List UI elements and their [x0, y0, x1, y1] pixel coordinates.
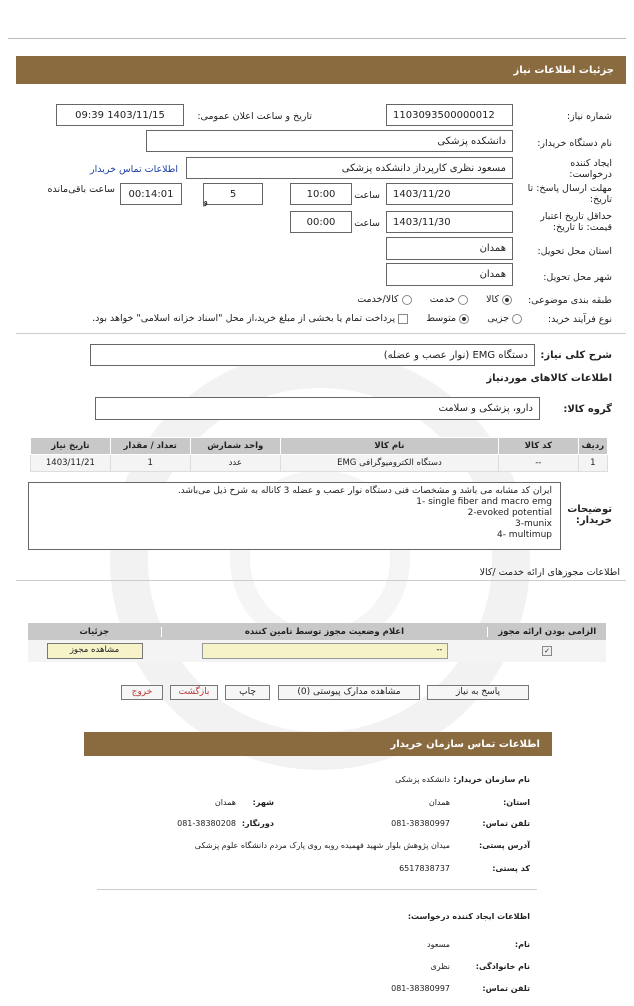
validity-time-label: ساعت [354, 218, 380, 229]
deadline-time-label: ساعت [354, 190, 380, 201]
cell-qty: 1 [110, 455, 190, 472]
summary-field: دستگاه EMG (نوار عصب و عضله) [90, 344, 535, 366]
radio-small[interactable]: جزیی [487, 313, 522, 324]
buyer-notes-label: توضیحات خریدار: [567, 504, 612, 526]
deadline-date-field[interactable]: 1403/11/20 [386, 183, 513, 205]
contact-link[interactable]: اطلاعات تماس خریدار [89, 164, 178, 175]
contact-fax-value: 081-38380208 [177, 819, 236, 828]
page-title: جزئیات اطلاعات نیاز [513, 64, 614, 76]
top-rule [8, 38, 626, 39]
radio-service[interactable]: خدمت [430, 294, 468, 305]
contact-title: اطلاعات تماس سازمان خریدار [390, 738, 540, 750]
need-number-field[interactable]: 1103093500000012 [386, 104, 513, 126]
radio-small-icon [512, 314, 522, 324]
view-permit-button[interactable]: مشاهده مجوز [47, 643, 143, 659]
remaining-field: 00:14:01 [120, 183, 182, 205]
creator-family-value: نظری [430, 962, 450, 971]
announce-label: تاریخ و ساعت اعلان عمومی: [197, 111, 312, 122]
creator-phone-value: 081-38380997 [391, 984, 450, 993]
province-label: استان محل تحویل: [537, 246, 612, 257]
treasury-checkbox[interactable]: پرداخت تمام یا بخشی از مبلغ خرید،از محل "اسناد خزانه اسلامی" خواهد بود. [92, 313, 408, 324]
contact-header [84, 732, 552, 756]
city-label: شهر محل تحویل: [543, 272, 612, 283]
contact-divider [97, 889, 537, 890]
contact-postal-label: کد پستی: [492, 864, 530, 873]
radio-goods-service[interactable]: کالا/خدمت [357, 294, 411, 305]
permit-required-checkbox: ✓ [542, 646, 552, 656]
category-radios [357, 294, 512, 305]
attachments-button[interactable]: مشاهده مدارک پیوستی (0) [278, 685, 420, 700]
and-label: و [203, 196, 208, 207]
deadline-time-field[interactable]: 10:00 [290, 183, 352, 205]
contact-city-value: همدان [214, 798, 236, 807]
col-name: نام کالا [280, 438, 498, 455]
permit-col-required: الزامی بودن ارائه مجوز [487, 627, 606, 637]
items-table [30, 437, 608, 472]
page-header [16, 56, 626, 84]
city-field[interactable]: همدان [386, 263, 513, 286]
contact-city-label: شهر: [252, 798, 274, 807]
need-number-label: شماره نیاز: [566, 111, 612, 122]
contact-fax-label: دورنگار: [241, 819, 274, 828]
remaining-label: ساعت باقی‌مانده [47, 184, 115, 195]
col-row: ردیف [578, 438, 607, 455]
permit-status-field: -- [202, 643, 448, 659]
process-radios [92, 313, 522, 324]
cell-unit: عدد [190, 455, 280, 472]
section-divider [16, 333, 626, 334]
goods-group-field: دارو، پزشکی و سلامت [95, 397, 540, 420]
days-field: 5 [203, 183, 263, 205]
radio-goods[interactable]: کالا [486, 294, 512, 305]
permits-divider [16, 580, 626, 581]
validity-time-field[interactable]: 00:00 [290, 211, 352, 233]
province-field[interactable]: همدان [386, 237, 513, 260]
goods-group-label: گروه کالا: [563, 404, 612, 415]
cell-name: دستگاه الکترومیوگرافی EMG [280, 455, 498, 472]
radio-service-icon [458, 295, 468, 305]
announce-field[interactable]: 1403/11/15 09:39 [56, 104, 184, 126]
contact-postal-value: 6517838737 [399, 864, 450, 873]
radio-goods-icon [502, 295, 512, 305]
creator-label: ایجاد کننده درخواست: [569, 158, 612, 180]
col-unit: واحد شمارش [190, 438, 280, 455]
radio-medium-icon [459, 314, 469, 324]
contact-address-value: میدان پژوهش بلوار شهید فهمیده روبه روی پارک مردم دانشگاه علوم پزشکی [194, 841, 450, 850]
goods-info-title: اطلاعات کالاهای موردنیاز [486, 373, 612, 384]
col-qty: تعداد / مقدار [110, 438, 190, 455]
col-date: تاریخ نیاز [31, 438, 111, 455]
deadline-label: مهلت ارسال پاسخ: تا تاریخ: [527, 183, 612, 205]
process-label: نوع فرآیند خرید: [547, 314, 612, 325]
table-row[interactable] [31, 455, 608, 472]
contact-province-label: استان: [503, 798, 530, 807]
creator-family-label: نام خانوادگی: [475, 962, 530, 971]
cell-row: 1 [578, 455, 607, 472]
validity-date-field[interactable]: 1403/11/30 [386, 211, 513, 233]
notes-line: 1- single fiber and macro emg [416, 497, 552, 507]
permit-col-details: جزئیات [79, 626, 110, 637]
radio-medium[interactable]: متوسط [426, 313, 469, 324]
cell-code: -- [498, 455, 578, 472]
creator-field[interactable]: مسعود نظری کارپرداز دانشکده پزشکی [186, 157, 513, 179]
contact-org-value: دانشکده پزشکی [395, 775, 450, 784]
back-button[interactable]: بازگشت [170, 685, 218, 700]
permit-row [28, 640, 606, 662]
items-table-header [31, 438, 608, 455]
summary-label: شرح کلی نیاز: [540, 350, 612, 361]
contact-phone-label: تلفن تماس: [482, 819, 530, 828]
contact-address-label: آدرس پستی: [479, 841, 530, 850]
permit-col-status: اعلام وضعیت مجوز توسط تامین کننده [161, 627, 488, 637]
print-button[interactable]: چاپ [225, 685, 270, 700]
notes-line: ایران کد مشابه می باشد و مشخصات فنی دستگاه نوار عصب و عضله 3 کاناله به شرح ذیل می‌باشد. [177, 486, 552, 496]
creator-name-value: مسعود [427, 940, 450, 949]
notes-line: 2-evoked potential [467, 508, 552, 518]
category-label: طبقه بندی موضوعی: [527, 295, 612, 306]
exit-button[interactable]: خروج [121, 685, 163, 700]
cell-date: 1403/11/21 [31, 455, 111, 472]
notes-line: 4- multimup [496, 530, 552, 540]
creator-info-title: اطلاعات ایجاد کننده درخواست: [407, 912, 530, 921]
creator-name-label: نام: [514, 940, 530, 949]
contact-phone-value: 081-38380997 [391, 819, 450, 828]
contact-province-value: همدان [428, 798, 450, 807]
reply-button[interactable]: پاسخ به نیاز [427, 685, 529, 700]
validity-label: حداقل تاریخ اعتبار قیمت: تا تاریخ: [540, 211, 612, 233]
col-code: کد کالا [498, 438, 578, 455]
radio-goods-service-icon [402, 295, 412, 305]
buyer-notes-box [28, 482, 561, 550]
permits-title: اطلاعات مجوزهای ارائه خدمت /کالا [479, 567, 620, 578]
buyer-org-label: نام دستگاه خریدار: [537, 138, 612, 149]
permits-table [28, 623, 606, 662]
treasury-checkbox-icon [398, 314, 408, 324]
contact-org-label: نام سازمان خریدار: [453, 775, 530, 784]
creator-phone-label: تلفن تماس: [482, 984, 530, 993]
buyer-org-field[interactable]: دانشکده پزشکی [146, 130, 513, 152]
notes-line: 3-munix [515, 519, 552, 529]
